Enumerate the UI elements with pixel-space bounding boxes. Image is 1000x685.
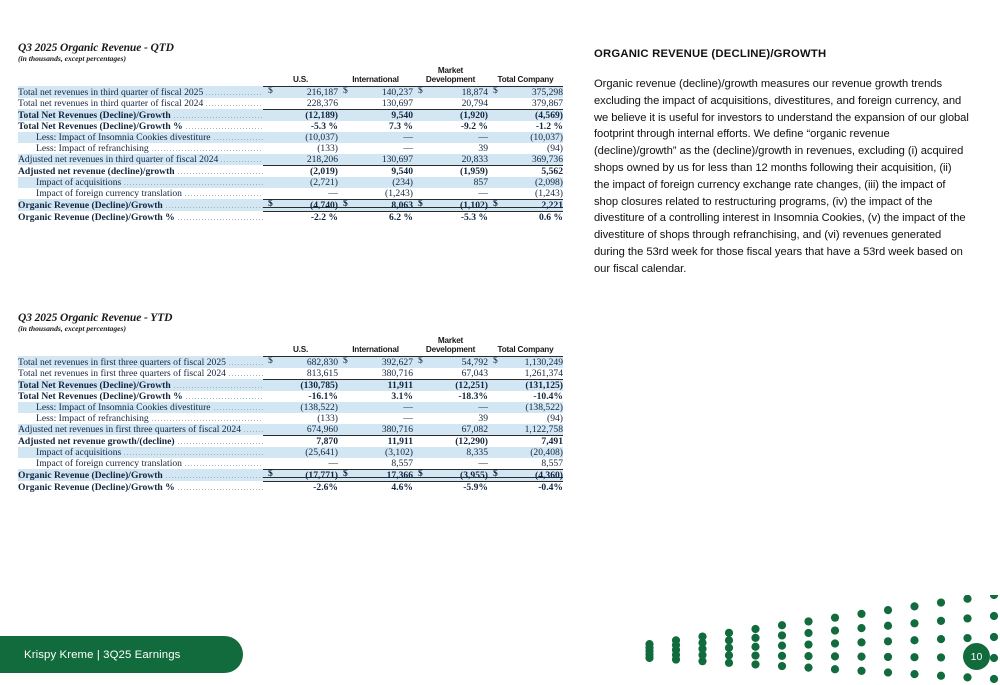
row-value: $ 140,237 bbox=[338, 86, 413, 98]
row-value: (138,522) bbox=[488, 402, 563, 413]
table-row bbox=[18, 211, 563, 223]
row-value: — bbox=[328, 187, 338, 199]
row-label: Less: Impact of Insomnia Cookies divestiture bbox=[18, 132, 263, 143]
panel-body-text: Organic revenue (decline)/growth measures our revenue growth trends excluding the impact of acquisitions, divestitures, and foreign currency, and we believe it is useful for investors to understand the expansion of our global footprint through internal efforts. We define “organic revenue (decline)/growth” as the (decline)/growth in revenues, excluding (i) acquired shops owned by us for less than 12 months following their acquisition, (ii) the impact of foreign currency exchange rate changes, (iii) the impact of shop closures related to restructuring programs, (iv) the impact of the divestiture of a controlling interest in Insomnia Cookies, (v) the impact of the divestiture of shops through refranchising, and (vi) revenues generated during the 53rd week for those fiscal years that have a 53rd week based on our fiscal calendar. bbox=[594, 78, 969, 275]
row-value: 218,206 bbox=[263, 154, 338, 166]
row-value: (138,522) bbox=[263, 402, 338, 413]
column-header: Market Development bbox=[413, 337, 488, 356]
row-value: 8,335 bbox=[413, 447, 488, 458]
row-value: $ 392,627 bbox=[338, 356, 413, 368]
leader-dots bbox=[123, 453, 263, 456]
leader-dots bbox=[173, 116, 263, 119]
table-row bbox=[18, 109, 563, 121]
row-value: 4.6% bbox=[391, 481, 413, 493]
column-header-blank bbox=[18, 67, 263, 86]
row-label: Total net revenues in first three quarters of fiscal 2025 bbox=[18, 356, 263, 368]
row-value: (234) bbox=[338, 177, 413, 188]
row-value: 39 bbox=[478, 412, 488, 424]
leader-dots bbox=[228, 363, 263, 366]
table-title-qtd: Q3 2025 Organic Revenue - QTD bbox=[18, 42, 174, 54]
leader-dots bbox=[228, 374, 263, 377]
table-row bbox=[18, 143, 563, 154]
table-row bbox=[18, 402, 563, 413]
row-value: (12,251) bbox=[413, 379, 488, 391]
currency-symbol: $ bbox=[343, 197, 348, 209]
row-value: 8,557 bbox=[541, 457, 563, 469]
row-value: 67,082 bbox=[413, 424, 488, 436]
row-value: -2.6% bbox=[313, 481, 338, 493]
row-value: $ 8,063 bbox=[338, 199, 413, 211]
row-value: — bbox=[478, 187, 488, 199]
row-value: — bbox=[413, 402, 488, 413]
footer-label: Krispy Kreme | 3Q25 Earnings bbox=[24, 648, 181, 661]
currency-symbol: $ bbox=[418, 197, 423, 209]
table-row bbox=[18, 177, 563, 188]
row-value: 20,794 bbox=[461, 97, 488, 109]
row-value: $ 1,130,249 bbox=[488, 356, 563, 368]
table-header-row bbox=[18, 337, 563, 356]
row-value: $ (17,771) bbox=[263, 469, 338, 481]
financial-table-ytd bbox=[18, 337, 563, 493]
row-value: 380,716 bbox=[381, 367, 413, 379]
row-value: (10,037) bbox=[263, 132, 338, 143]
table-header-row bbox=[18, 67, 563, 86]
table-row bbox=[18, 391, 563, 402]
currency-symbol: $ bbox=[418, 467, 423, 479]
footer-brand-pill bbox=[0, 636, 243, 673]
row-value: (133) bbox=[317, 412, 338, 424]
row-value: (2,098) bbox=[488, 177, 563, 188]
row-value: — bbox=[403, 142, 413, 154]
table-body bbox=[18, 356, 563, 493]
table-row bbox=[18, 379, 563, 391]
row-value: (12,189) bbox=[263, 109, 338, 121]
row-value: — bbox=[413, 132, 488, 143]
row-value: -2.2 % bbox=[310, 211, 338, 223]
financial-table-qtd bbox=[18, 67, 563, 223]
row-label: Total net revenues in first three quarters of fiscal 2024 bbox=[18, 368, 263, 380]
row-label: Total Net Revenues (Decline)/Growth % bbox=[18, 391, 263, 402]
row-value: 813,615 bbox=[306, 367, 338, 379]
row-value: (4,569) bbox=[488, 109, 563, 121]
row-value: -18.3% bbox=[458, 390, 488, 402]
row-value: 228,376 bbox=[306, 97, 338, 109]
row-label: Organic Revenue (Decline)/Growth % bbox=[18, 481, 263, 493]
row-value: 3.1% bbox=[391, 390, 413, 402]
leader-dots bbox=[151, 149, 263, 152]
panel-heading: ORGANIC REVENUE (DECLINE)/GROWTH bbox=[594, 48, 827, 60]
table-row bbox=[18, 447, 563, 458]
leader-dots bbox=[213, 408, 263, 411]
row-value: 8,557 bbox=[391, 457, 413, 469]
leader-dots bbox=[123, 183, 263, 186]
row-value: 11,911 bbox=[338, 435, 413, 447]
currency-symbol: $ bbox=[418, 354, 423, 366]
row-value: 9,540 bbox=[338, 165, 413, 177]
page-number: 10 bbox=[970, 650, 983, 663]
row-value: — bbox=[328, 457, 338, 469]
row-value: — bbox=[338, 402, 413, 413]
leader-dots bbox=[177, 488, 263, 491]
row-value: $ (4,360) bbox=[488, 469, 563, 481]
currency-symbol: $ bbox=[268, 84, 273, 96]
leader-dots bbox=[243, 430, 263, 433]
row-value: 7.3 % bbox=[389, 120, 413, 132]
row-value: $ 18,874 bbox=[413, 86, 488, 98]
leader-dots bbox=[173, 386, 263, 389]
column-header: Total Company bbox=[488, 337, 563, 356]
table-row bbox=[18, 424, 563, 436]
currency-symbol: $ bbox=[343, 467, 348, 479]
row-value: (3,102) bbox=[338, 447, 413, 458]
row-value: — bbox=[478, 457, 488, 469]
row-value: 39 bbox=[478, 142, 488, 154]
currency-symbol: $ bbox=[268, 467, 273, 479]
row-value: — bbox=[403, 412, 413, 424]
row-value: 130,697 bbox=[381, 97, 413, 109]
row-label: Organic Revenue (Decline)/Growth % bbox=[18, 211, 263, 223]
row-label: Total Net Revenues (Decline)/Growth bbox=[18, 379, 263, 391]
row-value: 369,736 bbox=[488, 154, 563, 166]
row-value: (131,125) bbox=[488, 379, 563, 391]
row-value: -16.1% bbox=[308, 390, 338, 402]
table-row bbox=[18, 121, 563, 132]
leader-dots bbox=[205, 93, 263, 96]
row-value: -0.4% bbox=[538, 481, 563, 493]
table-row bbox=[18, 132, 563, 143]
currency-symbol: $ bbox=[343, 354, 348, 366]
column-header: U.S. bbox=[263, 67, 338, 86]
leader-dots bbox=[177, 442, 263, 445]
table-row bbox=[18, 86, 563, 98]
row-label: Adjusted net revenue (decline)/growth bbox=[18, 165, 263, 177]
table-row bbox=[18, 356, 563, 368]
row-value: 1,122,758 bbox=[488, 424, 563, 436]
row-value: 857 bbox=[413, 177, 488, 188]
row-value: 7,491 bbox=[488, 435, 563, 447]
row-value: (1,920) bbox=[413, 109, 488, 121]
leader-dots bbox=[205, 104, 263, 107]
row-label: Total net revenues in third quarter of fiscal 2024 bbox=[18, 98, 263, 110]
currency-symbol: $ bbox=[343, 84, 348, 96]
table-row bbox=[18, 154, 563, 166]
row-value: $ 54,792 bbox=[413, 356, 488, 368]
leader-dots bbox=[151, 419, 263, 422]
column-header-blank bbox=[18, 337, 263, 356]
row-value: $ 216,187 bbox=[263, 86, 338, 98]
column-header: U.S. bbox=[263, 337, 338, 356]
row-label: Adjusted net revenues in first three quarters of fiscal 2024 bbox=[18, 424, 263, 436]
row-label: Less: Impact of Insomnia Cookies divestiture bbox=[18, 402, 263, 413]
row-label: Impact of acquisitions bbox=[18, 447, 263, 458]
currency-symbol: $ bbox=[493, 467, 498, 479]
leader-dots bbox=[220, 160, 263, 163]
row-label: Impact of foreign currency translation bbox=[18, 458, 263, 470]
row-value: $ 2,221 bbox=[488, 199, 563, 211]
row-label: Less: Impact of refranchising bbox=[18, 413, 263, 424]
currency-symbol: $ bbox=[493, 354, 498, 366]
leader-dots bbox=[177, 218, 263, 221]
row-value: 9,540 bbox=[338, 109, 413, 121]
row-value: 7,870 bbox=[263, 435, 338, 447]
row-value: 6.2 % bbox=[389, 211, 413, 223]
row-value: (94) bbox=[547, 142, 563, 154]
row-value: -5.3 % bbox=[460, 211, 488, 223]
row-value: (2,721) bbox=[263, 177, 338, 188]
page-number-badge bbox=[963, 643, 990, 670]
row-value: 1,261,374 bbox=[524, 367, 563, 379]
leader-dots bbox=[185, 397, 263, 400]
table-block-qtd bbox=[18, 42, 563, 223]
row-value: (12,290) bbox=[413, 435, 488, 447]
row-value: $ (3,955) bbox=[413, 469, 488, 481]
table-row bbox=[18, 188, 563, 200]
row-value: (1,959) bbox=[413, 165, 488, 177]
row-label: Total net revenues in third quarter of fiscal 2025 bbox=[18, 86, 263, 98]
row-value: (94) bbox=[547, 412, 563, 424]
row-value: $ 17,366 bbox=[338, 469, 413, 481]
leader-dots bbox=[213, 138, 263, 141]
leader-dots bbox=[184, 464, 263, 467]
row-value: 380,716 bbox=[338, 424, 413, 436]
row-value: (133) bbox=[317, 142, 338, 154]
row-value: (1,243) bbox=[385, 187, 413, 199]
row-label: Adjusted net revenue growth/(decline) bbox=[18, 435, 263, 447]
currency-symbol: $ bbox=[268, 197, 273, 209]
row-value: (1,243) bbox=[535, 187, 563, 199]
row-value: (10,037) bbox=[488, 132, 563, 143]
row-value: $ (1,102) bbox=[413, 199, 488, 211]
row-value: $ 682,830 bbox=[263, 356, 338, 368]
row-value: 674,960 bbox=[263, 424, 338, 436]
row-label: Impact of acquisitions bbox=[18, 177, 263, 188]
row-label: Adjusted net revenues in third quarter of fiscal 2024 bbox=[18, 154, 263, 166]
row-value: 130,697 bbox=[338, 154, 413, 166]
row-label: Total Net Revenues (Decline)/Growth bbox=[18, 109, 263, 121]
table-subtitle-qtd: (in thousands, except percentages) bbox=[18, 54, 126, 64]
table-row bbox=[18, 458, 563, 470]
row-value: 5,562 bbox=[488, 165, 563, 177]
row-value: 379,867 bbox=[531, 97, 563, 109]
definition-panel bbox=[594, 48, 969, 278]
row-value: $ 375,298 bbox=[488, 86, 563, 98]
currency-symbol: $ bbox=[268, 354, 273, 366]
leader-dots bbox=[165, 476, 263, 479]
row-value: (2,019) bbox=[263, 165, 338, 177]
leader-dots bbox=[185, 127, 263, 130]
row-label: Total Net Revenues (Decline)/Growth % bbox=[18, 121, 263, 132]
table-row bbox=[18, 413, 563, 424]
table-block-ytd bbox=[18, 312, 563, 493]
table-row bbox=[18, 469, 563, 481]
leader-dots bbox=[184, 194, 263, 197]
currency-symbol: $ bbox=[418, 84, 423, 96]
row-value: 20,833 bbox=[413, 154, 488, 166]
table-row bbox=[18, 481, 563, 493]
column-header: International bbox=[338, 67, 413, 86]
row-value: (25,641) bbox=[263, 447, 338, 458]
column-header: International bbox=[338, 337, 413, 356]
row-value: -5.3 % bbox=[310, 120, 338, 132]
row-label: Organic Revenue (Decline)/Growth bbox=[18, 199, 263, 211]
row-value: -9.2 % bbox=[460, 120, 488, 132]
column-header: Market Development bbox=[413, 67, 488, 86]
row-value: -5.9% bbox=[463, 481, 488, 493]
leader-dots bbox=[177, 172, 263, 175]
table-row bbox=[18, 98, 563, 110]
table-subtitle-ytd: (in thousands, except percentages) bbox=[18, 324, 126, 334]
row-label: Impact of foreign currency translation bbox=[18, 188, 263, 200]
row-value: 0.6 % bbox=[539, 211, 563, 223]
currency-symbol: $ bbox=[493, 197, 498, 209]
row-value: $ (4,740) bbox=[263, 199, 338, 211]
row-label: Organic Revenue (Decline)/Growth bbox=[18, 469, 263, 481]
row-label: Less: Impact of refranchising bbox=[18, 143, 263, 154]
row-value: (130,785) bbox=[263, 379, 338, 391]
row-value: 67,043 bbox=[461, 367, 488, 379]
row-value: -1.2 % bbox=[535, 120, 563, 132]
table-row bbox=[18, 368, 563, 380]
row-value: -10.4% bbox=[533, 390, 563, 402]
currency-symbol: $ bbox=[493, 84, 498, 96]
leader-dots bbox=[165, 206, 263, 209]
row-value: — bbox=[338, 132, 413, 143]
table-row bbox=[18, 435, 563, 447]
table-row bbox=[18, 199, 563, 211]
table-row bbox=[18, 165, 563, 177]
column-header: Total Company bbox=[488, 67, 563, 86]
row-value: 11,911 bbox=[338, 379, 413, 391]
table-body bbox=[18, 86, 563, 223]
row-value: (20,408) bbox=[488, 447, 563, 458]
decorative-dot-pattern bbox=[610, 595, 1000, 685]
table-title-ytd: Q3 2025 Organic Revenue - YTD bbox=[18, 312, 173, 324]
